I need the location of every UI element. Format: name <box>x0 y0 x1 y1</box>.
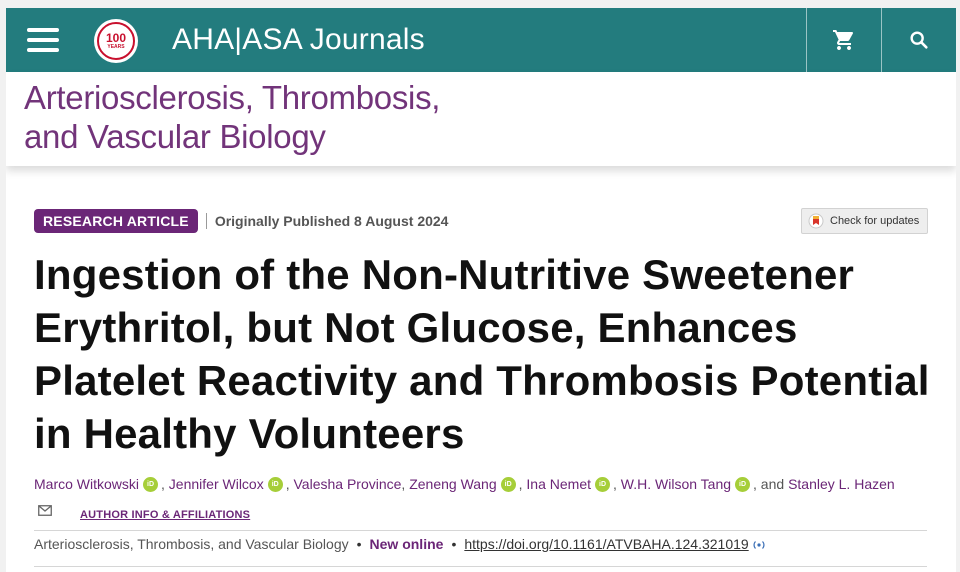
journal-name-line2: and Vascular Biology <box>24 118 326 155</box>
aha-100-years-logo[interactable] <box>94 19 138 63</box>
hamburger-menu-icon <box>27 28 59 32</box>
author-link[interactable]: Ina Nemet <box>526 476 592 492</box>
author-list: Marco Witkowski iD , Jennifer Wilcox iD , Valesha Province, Zeneng Wang iD , Ina Nemet iD , W.H. Wilson Tang iD , and Stanley L. HazenAUTHOR INFO & AFFILIATIONS <box>34 476 895 521</box>
check-for-updates-button[interactable] <box>801 208 928 234</box>
author-link[interactable]: Valesha Province <box>293 476 402 492</box>
top-nav-bar <box>6 8 956 72</box>
orcid-icon[interactable]: iD <box>501 477 516 492</box>
author-link[interactable]: Marco Witkowski <box>34 476 140 492</box>
orcid-icon[interactable]: iD <box>735 477 750 492</box>
logo-subtext: YEARS <box>107 43 125 50</box>
check-updates-label: Check for updates <box>830 215 920 227</box>
author-link[interactable]: Stanley L. Hazen <box>788 476 895 492</box>
citation-journal: Arteriosclerosis, Thrombosis, and Vascular Biology <box>34 536 349 552</box>
search-icon <box>908 29 930 51</box>
doi-link[interactable]: https://doi.org/10.1161/ATVBAHA.124.321019 <box>464 536 749 552</box>
hamburger-menu-icon-bar <box>27 38 59 42</box>
menu-button[interactable] <box>6 8 80 72</box>
citation-separator: • <box>451 536 457 552</box>
site-title-link[interactable]: AHA|ASA Journals <box>172 23 425 56</box>
logo-text: 100 <box>105 30 127 45</box>
cart-button[interactable] <box>807 8 881 72</box>
divider-top <box>34 530 927 531</box>
crossmark-icon <box>808 213 824 229</box>
citation-line <box>34 536 927 552</box>
orcid-icon[interactable]: iD <box>143 477 158 492</box>
author-link[interactable]: Zeneng Wang <box>409 476 497 492</box>
author-link[interactable]: W.H. Wilson Tang <box>620 476 732 492</box>
author-conjunction: , and <box>753 476 785 492</box>
author-info-affiliations-link[interactable]: AUTHOR INFO & AFFILIATIONS <box>80 509 251 521</box>
meta-separator <box>206 213 207 229</box>
search-button[interactable] <box>882 8 956 72</box>
logo-emblem <box>97 22 135 60</box>
divider-bottom <box>34 566 927 567</box>
page-frame <box>6 8 956 572</box>
email-icon[interactable] <box>38 505 52 516</box>
journal-name-link[interactable] <box>24 78 504 156</box>
article-title: Ingestion of the Non-Nutritive Sweetener Erythritol, but Not Glucose, Enhances Platelet Reactivity and Thrombosis Potential in Healthy Volunteers <box>34 251 930 457</box>
altmetric-icon[interactable] <box>752 540 766 550</box>
article-meta-row <box>34 209 448 233</box>
article-type-badge: RESEARCH ARTICLE <box>34 209 198 233</box>
journal-name-line1: Arteriosclerosis, Thrombosis, <box>24 79 441 116</box>
author-link[interactable]: Jennifer Wilcox <box>168 476 264 492</box>
journal-banner <box>6 72 956 166</box>
citation-separator: • <box>356 536 362 552</box>
shopping-cart-icon <box>831 28 857 52</box>
hamburger-menu-icon-bar <box>27 48 59 52</box>
published-date: Originally Published 8 August 2024 <box>214 213 449 229</box>
orcid-icon[interactable]: iD <box>268 477 283 492</box>
orcid-icon[interactable]: iD <box>595 477 610 492</box>
publication-status: New online <box>369 536 444 552</box>
